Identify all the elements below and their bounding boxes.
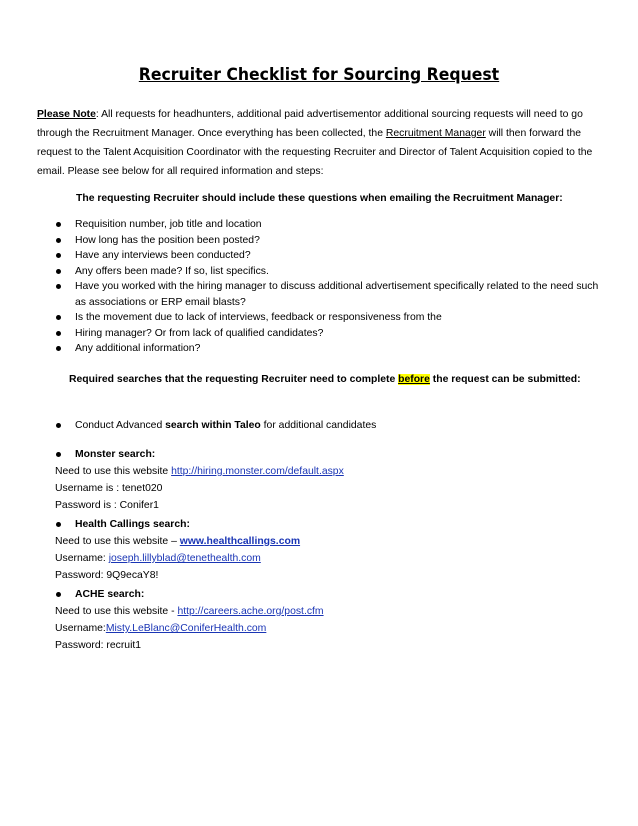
list-item: Conduct Advanced search within Taleo for additional candidates — [55, 417, 376, 434]
monster-heading: Monster search: — [55, 446, 344, 463]
bullet-icon — [56, 253, 61, 258]
document-title: Recruiter Checklist for Sourcing Request — [138, 65, 500, 84]
bullet-icon — [56, 522, 61, 527]
note-paragraph — [37, 105, 605, 181]
recruitment-manager-text: Recruitment Manager — [385, 128, 486, 139]
list-item: Any offers been made? If so, list specifics. — [55, 264, 605, 280]
taleo-section — [55, 417, 376, 434]
note-text-1: : All requests for headhunters, additional paid advertisementor additional sourcing requests will need to go through the Recruitment Manager. Once everything has been collected, the — [37, 109, 583, 139]
ache-email-link[interactable]: Misty.LeBlanc@ConiferHealth.com — [105, 623, 267, 634]
healthcallings-section — [55, 516, 300, 584]
list-item: Have you worked with the hiring manager to discuss additional advertisement specifically related to the need such as associations or ERP email blasts? — [55, 279, 605, 310]
list-item: Hiring manager? Or from lack of qualified candidates? — [55, 326, 605, 342]
bullet-icon — [56, 269, 61, 274]
questions-heading: The requesting Recruiter should include these questions when emailing the Recruitment Manager: — [76, 193, 563, 204]
searches-heading: Required searches that the requesting Recruiter need to complete before the request can be submitted: — [69, 374, 581, 385]
bullet-icon — [56, 423, 61, 428]
bullet-icon — [56, 592, 61, 597]
before-highlight: before — [398, 374, 430, 385]
ache-username-line: Username:Misty.LeBlanc@ConiferHealth.com — [55, 623, 267, 634]
bullet-icon — [56, 315, 61, 320]
ache-link[interactable]: http://careers.ache.org/post.cfm — [177, 606, 324, 617]
list-item: Requisition number, job title and location — [55, 217, 605, 233]
ache-heading: ACHE search: — [55, 586, 324, 603]
bullet-icon — [56, 284, 61, 289]
healthcallings-link[interactable]: www.healthcallings.com — [179, 536, 301, 547]
monster-link[interactable]: http://hiring.monster.com/default.aspx — [171, 466, 344, 477]
healthcallings-email-link[interactable]: joseph.lillyblad@tenethealth.com — [108, 553, 261, 564]
ache-section — [55, 586, 324, 654]
bullet-icon — [56, 331, 61, 336]
bullet-icon — [56, 238, 61, 243]
healthcallings-heading: Health Callings search: — [55, 516, 300, 533]
monster-password: Password is : Conifer1 — [55, 500, 159, 511]
healthcallings-username-line: Username: joseph.lillyblad@tenethealth.com — [55, 553, 261, 564]
ache-password: Password: recruit1 — [55, 640, 142, 651]
list-item: Any additional information? — [55, 341, 605, 357]
list-item: How long has the position been posted? — [55, 233, 605, 249]
healthcallings-need-line: Need to use this website – www.healthcallings.com — [55, 536, 301, 547]
list-item: Have any interviews been conducted? — [55, 248, 605, 264]
bullet-icon — [56, 346, 61, 351]
ache-need-line: Need to use this website - http://careers.ache.org/post.cfm — [55, 606, 324, 617]
list-item: Is the movement due to lack of interviews, feedback or responsiveness from the — [55, 310, 605, 326]
questions-list — [55, 217, 605, 357]
note-label: Please Note — [37, 109, 96, 120]
monster-need-line: Need to use this website http://hiring.monster.com/default.aspx — [55, 466, 344, 477]
note-text-2: will then forward the request to the Talent Acquisition Coordinator with the requesting Recruiter and Director of Talent Acquisition copied to the email. Please see below for all required information and steps: — [37, 128, 593, 177]
bullet-icon — [56, 222, 61, 227]
monster-section — [55, 446, 344, 514]
monster-username: Username is : tenet020 — [55, 483, 163, 494]
bullet-icon — [56, 452, 61, 457]
healthcallings-password: Password: 9Q9ecaY8! — [55, 570, 159, 581]
